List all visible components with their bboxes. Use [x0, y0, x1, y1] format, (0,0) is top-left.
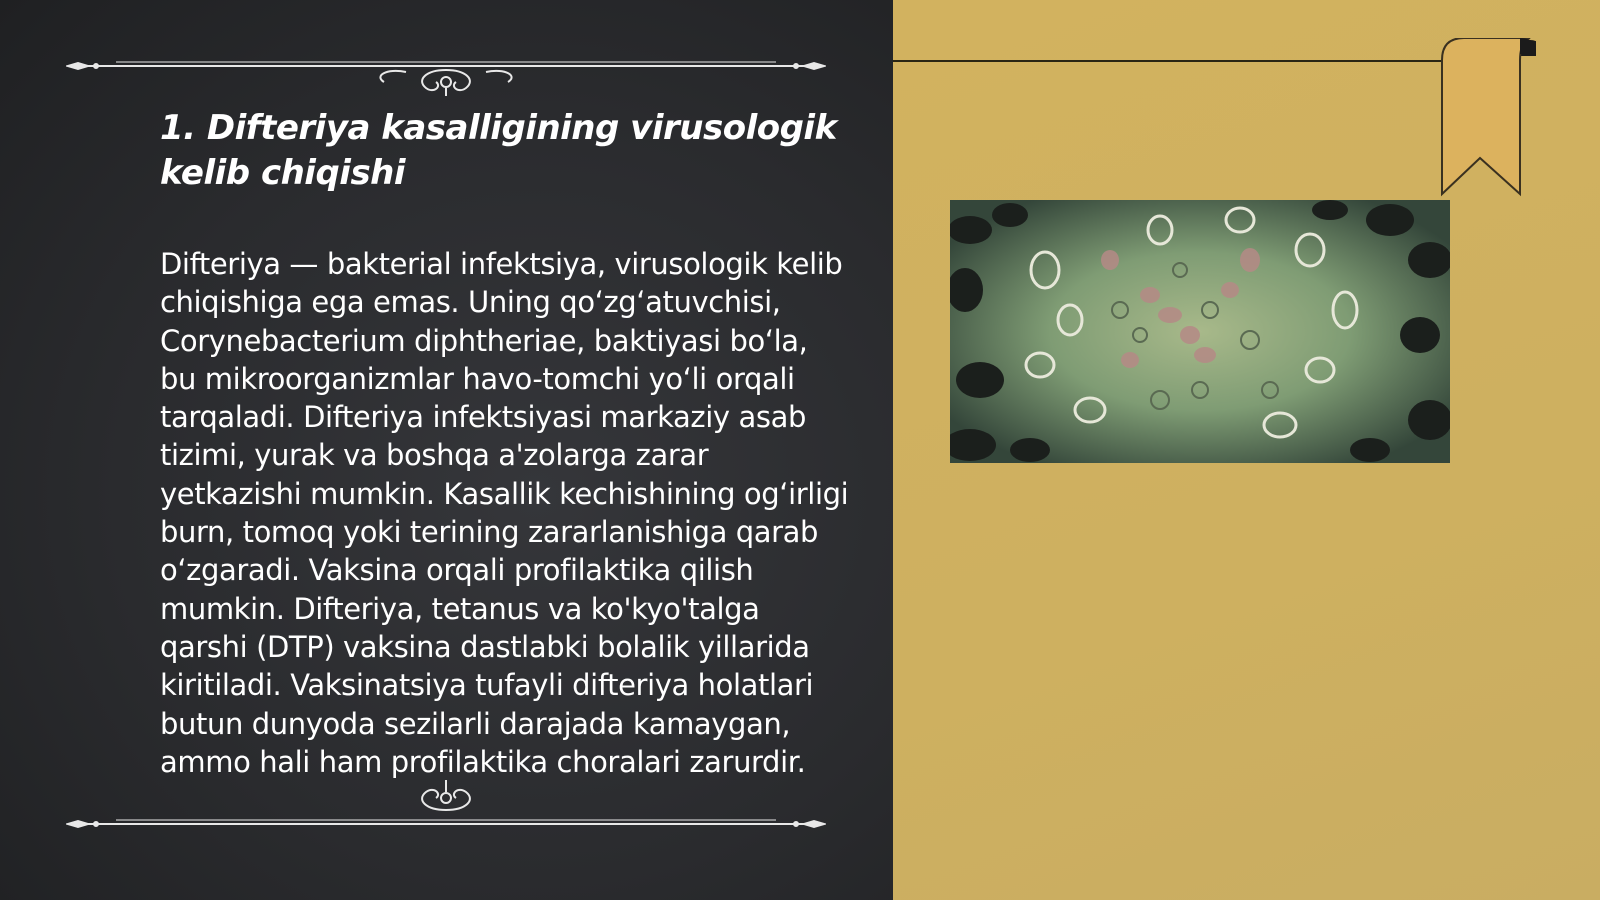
micrograph-image — [950, 200, 1450, 463]
bookmark-ribbon-icon — [1436, 38, 1536, 198]
ornament-divider-top — [66, 36, 826, 96]
slide-title: 1. Difteriya kasalligining virusologik kelib chiqishi — [160, 108, 837, 193]
slide-body-text: Difteriya — bakterial infektsiya, virusologik kelib chiqishiga ega emas. Uning qo‘zg‘atuvchisi, Corynebacterium diphtheriae, baktiyasi bo‘la, bu mikroorganizmlar havo-tomchi yo‘li orqali tarqaladi. Difteriya infektsiyasi markaziy asab tizimi, yurak va boshqa a'zolarga zarar yetkazishi mumkin. Kasallik kechishining og‘irligi burn, tomoq yoki terining zararlanishiga qarab o‘zgaradi. Vaksina orqali profilaktika qilish mumkin. Difteriya, tetanus va ko'kyo'talga qarshi (DTP) vaksina dastlabki bolalik yillarida kiritiladi. Vaksinatsiya tufayli difteriya holatlari butun dunyoda sezilarli darajada kamaygan, ammo hali ham profilaktika choralari zarurdir. — [160, 247, 849, 779]
ornament-divider-bottom — [66, 780, 826, 840]
right-top-line — [893, 60, 1453, 62]
